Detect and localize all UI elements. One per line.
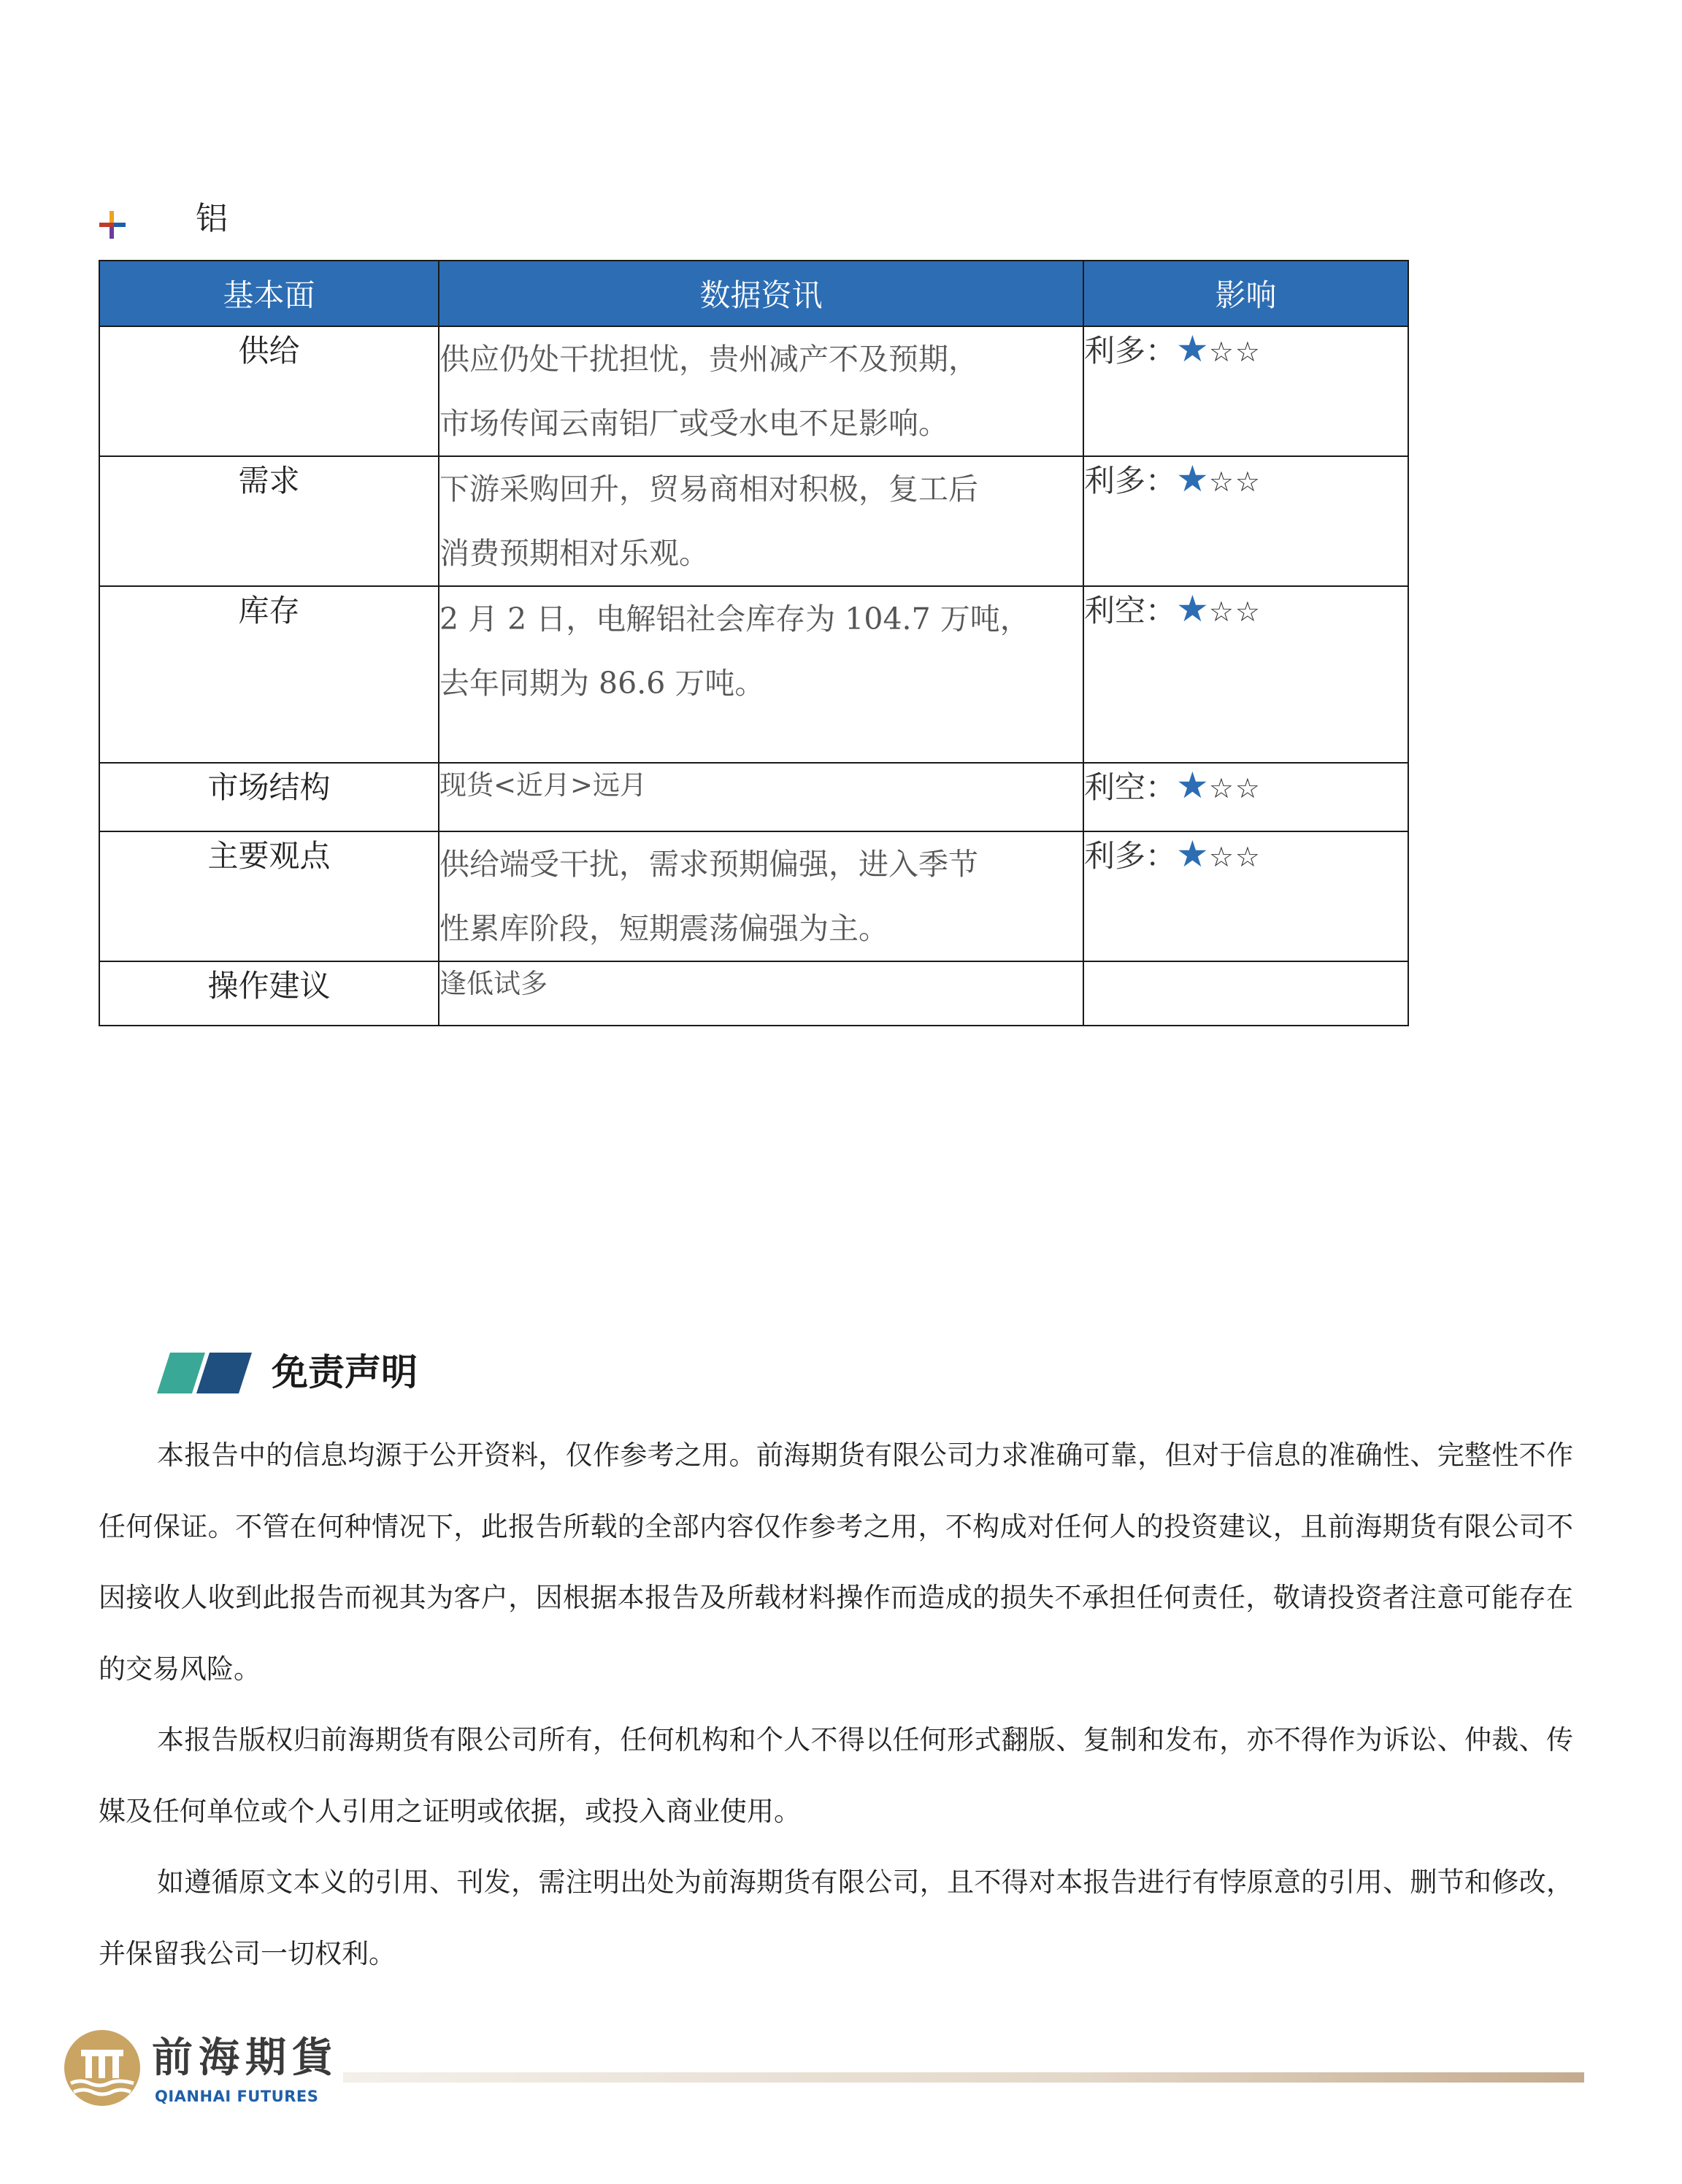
section-title: 铝 [196, 200, 228, 237]
row-impact [1083, 831, 1408, 961]
star-filled-icon: ★ [1176, 764, 1209, 807]
header-impact: 影响 [1083, 261, 1408, 326]
star-empty-icon: ☆☆ [1208, 841, 1262, 873]
table-row [99, 961, 1408, 1026]
row-impact [1083, 961, 1408, 1026]
company-logo-en: QIANHAI FUTURES [155, 2088, 319, 2105]
row-factor: 供给 [99, 326, 439, 456]
table-row [99, 456, 1408, 586]
footer-divider [343, 2072, 1584, 2083]
row-factor: 市场结构 [99, 763, 439, 831]
disclaimer-paragraph: 本报告版权归前海期货有限公司所有，任何机构和个人不得以任何形式翻版、复制和发布，亦不得作为诉讼、仲裁、传媒及任何单位或个人引用之证明或依据，或投入商业使用。 [99, 1724, 1573, 1827]
row-info: 现货<近月>远月 [439, 763, 1083, 831]
section-bullet-icon [95, 207, 130, 242]
table-row [99, 831, 1408, 961]
star-empty-icon: ☆☆ [1208, 596, 1262, 628]
star-empty-icon: ☆☆ [1208, 336, 1262, 368]
impact-label: 利空： [1084, 769, 1177, 805]
table-row [99, 763, 1408, 831]
company-logo-cn: 前海期貨 [152, 2034, 339, 2082]
row-info: 供应仍处干扰担忧，贵州减产不及预期， 市场传闻云南铝厂或受水电不足影响。 [439, 326, 1083, 456]
row-impact [1083, 763, 1408, 831]
table-header-row [99, 261, 1408, 326]
star-filled-icon: ★ [1176, 328, 1209, 370]
star-empty-icon: ☆☆ [1208, 772, 1262, 804]
impact-label: 利多： [1084, 333, 1177, 369]
row-info: 逢低试多 [439, 961, 1083, 1026]
star-filled-icon: ★ [1176, 458, 1209, 500]
row-factor: 库存 [99, 586, 439, 763]
row-factor: 需求 [99, 456, 439, 586]
company-logo-icon [62, 2028, 142, 2108]
row-impact [1083, 326, 1408, 456]
disclaimer-stripes-icon [157, 1353, 252, 1393]
row-factor: 主要观点 [99, 831, 439, 961]
star-filled-icon: ★ [1176, 833, 1209, 875]
impact-label: 利空： [1084, 593, 1177, 628]
star-filled-icon: ★ [1176, 588, 1209, 630]
row-factor: 操作建议 [99, 961, 439, 1026]
header-data-info: 数据资讯 [439, 261, 1083, 326]
impact-label: 利多： [1084, 838, 1177, 874]
table-row [99, 326, 1408, 456]
disclaimer-body [99, 1420, 1573, 1989]
row-info: 供给端受干扰，需求预期偏强，进入季节 性累库阶段，短期震荡偏强为主。 [439, 831, 1083, 961]
fundamentals-table [99, 260, 1409, 1026]
disclaimer-paragraph: 本报告中的信息均源于公开资料，仅作参考之用。前海期货有限公司力求准确可靠，但对于信息的准确性、完整性不作任何保证。不管在何种情况下，此报告所载的全部内容仅作参考之用，不构成对任何人的投资建议，且前海期货有限公司不因接收人收到此报告而视其为客户，因根据本报告及所载材料操作而造成的损失不承担任何责任，敬请投资者注意可能存在的交易风险。 [99, 1439, 1573, 1685]
disclaimer-paragraph: 如遵循原文本义的引用、刊发，需注明出处为前海期货有限公司，且不得对本报告进行有悖原意的引用、删节和修改，并保留我公司一切权利。 [99, 1866, 1573, 1969]
row-impact [1083, 586, 1408, 763]
header-fundamentals: 基本面 [99, 261, 439, 326]
row-info: 2 月 2 日，电解铝社会库存为 104.7 万吨， 去年同期为 86.6 万吨。 [439, 586, 1083, 763]
row-impact [1083, 456, 1408, 586]
row-info: 下游采购回升，贸易商相对积极，复工后 消费预期相对乐观。 [439, 456, 1083, 586]
impact-label: 利多： [1084, 463, 1177, 499]
table-row [99, 586, 1408, 763]
star-empty-icon: ☆☆ [1208, 466, 1262, 498]
disclaimer-title: 免责声明 [272, 1351, 418, 1393]
